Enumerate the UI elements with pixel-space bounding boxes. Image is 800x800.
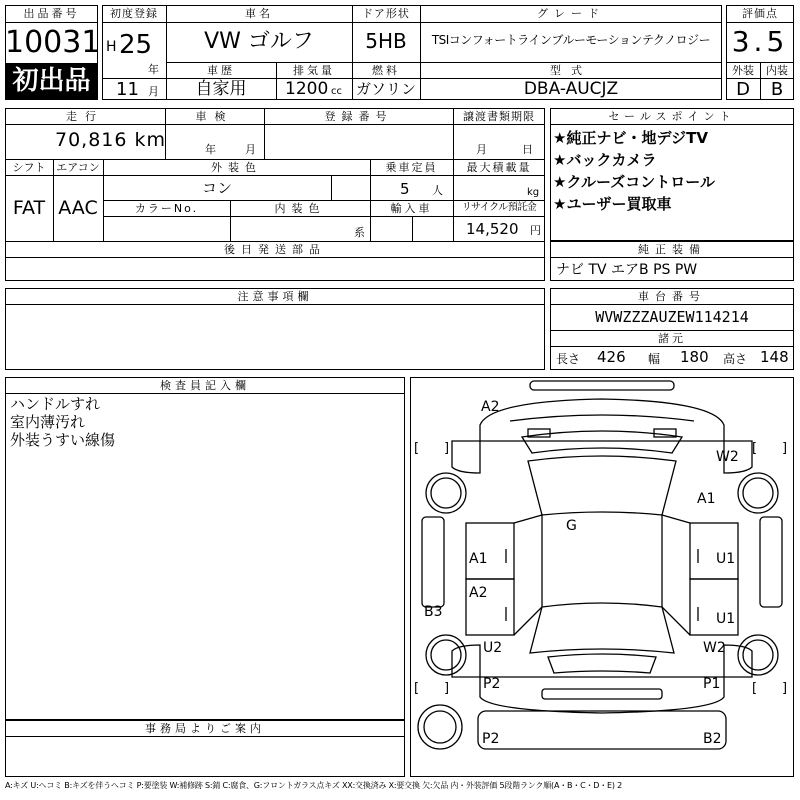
notes-label: 注意事項欄 <box>237 290 313 303</box>
sales-point: ★バックカメラ <box>553 151 657 169</box>
capacity: 5 <box>400 180 410 198</box>
mileage-label: 走行 <box>66 110 104 123</box>
int-grade-label: 内装 <box>766 64 788 77</box>
ext-color: コン <box>201 179 232 197</box>
grade: TSIコンフォートラインブルーモーションテクノロジー <box>431 33 711 47</box>
lot-number: 10031 <box>5 25 101 60</box>
car-name-label: 車名 <box>245 7 273 20</box>
score: 3.5 <box>731 25 789 58</box>
max-load-unit: kg <box>527 187 540 198</box>
equipment: ナビ TV エアB PS PW <box>556 262 698 278</box>
displacement-unit: cc <box>331 86 342 97</box>
damage-mark: P2 <box>482 731 500 747</box>
history-label: 車歴 <box>207 64 235 77</box>
chassis-label: 車台番号 <box>638 290 706 303</box>
first-reg-label: 初度登録 <box>110 7 158 20</box>
inspection-year-unit: 年 <box>205 143 216 156</box>
bracket-mark: ] <box>782 681 788 696</box>
bracket-mark: ] <box>782 441 788 456</box>
max-load-label: 最大積載量 <box>466 161 532 174</box>
inspector-note: 室内薄汚れ <box>10 413 86 431</box>
grade-label: グレード <box>537 7 605 20</box>
sales-point: ★ユーザー買取車 <box>553 195 672 213</box>
transfer-deadline-label: 譲渡書類期限 <box>463 110 535 123</box>
shift-label: シフト <box>12 161 46 174</box>
import-label: 輸入車 <box>390 202 433 215</box>
bracket-mark: ] <box>444 681 450 696</box>
damage-mark: P1 <box>703 676 721 692</box>
ac-label: エアコン <box>56 161 100 174</box>
equipment-label: 純正装備 <box>638 243 706 256</box>
width: 180 <box>680 348 709 366</box>
damage-mark: U2 <box>483 640 503 656</box>
reg-no-label: 登録番号 <box>324 110 393 123</box>
score-label: 評価点 <box>742 7 778 20</box>
first-listing-text: 初出品 <box>12 66 91 96</box>
bracket-mark: [ <box>414 681 420 696</box>
door-label: ドア形状 <box>362 7 410 20</box>
damage-mark: G <box>566 518 577 534</box>
inspector-label: 検査員記入欄 <box>160 379 250 392</box>
recycle-label: リサイクル預託金 <box>461 202 537 213</box>
ext-color-label: 外装色 <box>211 161 262 174</box>
fuel-label: 燃料 <box>372 64 400 77</box>
car-name: VW ゴルフ <box>204 29 314 54</box>
inspector-note: ハンドルすれ <box>10 395 101 413</box>
width-label: 幅 <box>648 352 661 366</box>
capacity-unit: 人 <box>432 184 443 197</box>
displacement: 1200 <box>285 79 329 99</box>
color-no-label: カラーNo. <box>134 202 199 215</box>
damage-mark: W2 <box>703 640 726 656</box>
spec-label: 諸元 <box>658 332 686 345</box>
bracket-mark: [ <box>752 441 758 456</box>
displacement-label: 排気量 <box>293 64 335 77</box>
int-color-label: 内装色 <box>274 202 326 215</box>
transfer-month-unit: 月 <box>476 143 487 156</box>
chassis-number: WVWZZZAUZEW114214 <box>595 308 749 326</box>
damage-mark: A2 <box>469 585 488 601</box>
damage-mark: A1 <box>697 491 716 507</box>
ac: AAC <box>58 197 98 219</box>
mileage: 70,816 km <box>55 129 167 151</box>
recycle-unit: 円 <box>530 224 541 237</box>
damage-mark: A1 <box>469 551 488 567</box>
bracket-mark: [ <box>752 681 758 696</box>
inspector-note: 外装うすい線傷 <box>10 431 116 449</box>
sales-point: ★純正ナビ・地デジTV <box>553 129 708 147</box>
ext-grade: D <box>736 79 750 100</box>
sales-points-label: セールスポイント <box>608 110 736 123</box>
door-type: 5HB <box>365 29 407 53</box>
first-reg-month: 11 <box>116 79 139 100</box>
inspection-month-unit: 月 <box>245 143 256 156</box>
era: H <box>106 39 117 55</box>
model-label: 型式 <box>550 64 592 77</box>
sales-point: ★クルーズコントロール <box>553 173 715 191</box>
damage-mark: W2 <box>716 449 739 465</box>
recycle-fee: 14,520 <box>466 220 519 238</box>
bracket-mark: [ <box>414 441 420 456</box>
model: DBA-AUCJZ <box>523 79 619 99</box>
fuel: ガソリン <box>355 80 416 98</box>
bracket-mark: ] <box>444 441 450 456</box>
damage-mark: P2 <box>483 676 501 692</box>
month-unit: 月 <box>148 85 159 98</box>
office-label: 事務局よりご案内 <box>145 722 265 735</box>
damage-mark: B2 <box>703 731 722 747</box>
damage-mark: B3 <box>424 604 443 620</box>
shift: FAT <box>12 197 46 219</box>
damage-mark: U1 <box>716 551 736 567</box>
capacity-label: 乗車定員 <box>385 161 438 174</box>
history: 自家用 <box>195 79 247 99</box>
lot-number-label: 出品番号 <box>23 7 80 20</box>
later-parts-label: 後日発送部品 <box>224 243 326 256</box>
length: 426 <box>597 348 626 366</box>
transfer-day-unit: 日 <box>522 143 533 156</box>
inspection-label: 車検 <box>195 110 234 123</box>
height: 148 <box>760 348 789 366</box>
legend: A:キズ U:ヘコミ B:キズを伴うヘコミ P:要塗装 W:補修跡 S:錆 C:腐食、G:フロントガラス点キズ XX:交換済み X:要交換 欠:欠品 内・外装評価 5段階ランク順(A・B・C・D・E) 2 <box>5 781 623 790</box>
year-unit: 年 <box>148 63 159 76</box>
first-reg-year: 25 <box>119 30 153 60</box>
height-label: 高さ <box>723 352 748 366</box>
int-grade: B <box>770 79 784 100</box>
damage-mark: A2 <box>481 399 500 415</box>
int-color-suffix: 系 <box>354 226 365 239</box>
length-label: 長さ <box>556 352 581 366</box>
ext-grade-label: 外装 <box>732 64 754 77</box>
car-diagram <box>410 377 794 777</box>
damage-mark: U1 <box>716 611 736 627</box>
